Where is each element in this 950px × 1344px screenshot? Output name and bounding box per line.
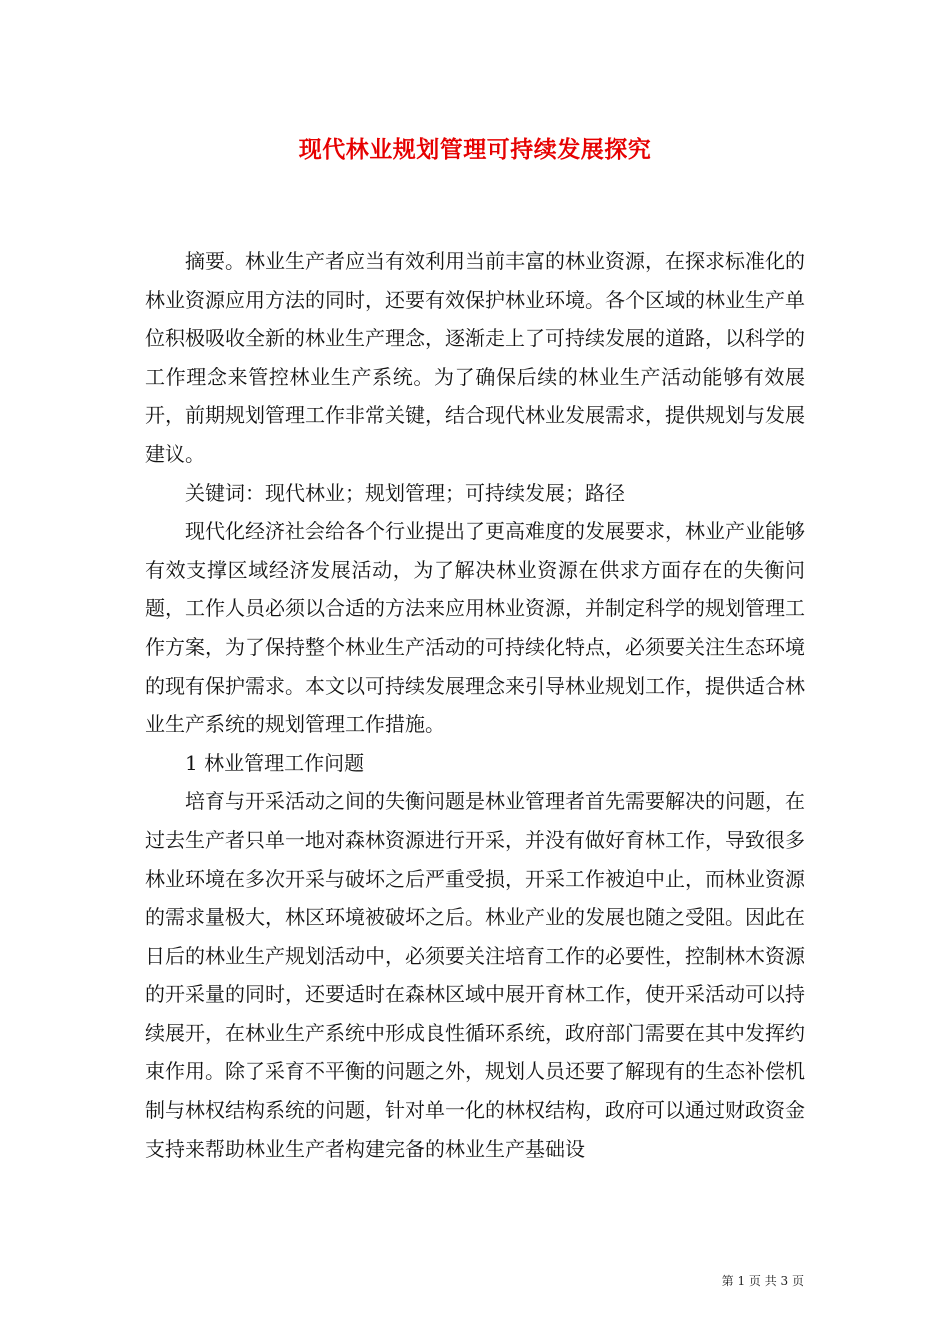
page-number: 第 1 页 共 3 页 <box>721 1274 804 1288</box>
document-title: 现代林业规划管理可持续发展探究 <box>298 136 652 163</box>
keywords-paragraph: 关键词：现代林业；规划管理；可持续发展；路径 <box>185 480 625 505</box>
abstract-paragraph: 摘要。林业生产者应当有效利用当前丰富的林业资源，在探求标准化的林业资源应用方法的同时，还要有效保护林业环境。各个区域的林业生产单位积极吸收全新的林业生产理念，逐渐走上了可持续发展的道路，以科学的工作理念来管控林业生产系统。为了确保后续的林业生产活动能够有效展开，前期规划管理工作非常关键，结合现代林业发展需求，提供规划与发展建议。 <box>145 249 805 466</box>
introduction-paragraph: 现代化经济社会给各个行业提出了更高难度的发展要求，林业产业能够有效支撑区域经济发展活动，为了解决林业资源在供求方面存在的失衡问题，工作人员必须以合适的方法来应用林业资源，并制定科学的规划管理工作方案，为了保持整个林业生产活动的可持续化特点，必须要关注生态环境的现有保护需求。本文以可持续发展理念来引导林业规划工作，提供适合林业生产系统的规划管理工作措施。 <box>145 519 805 737</box>
body-paragraph: 培育与开采活动之间的失衡问题是林业管理者首先需要解决的问题，在过去生产者只单一地对森林资源进行开采，并没有做好育林工作，导致很多林业环境在多次开采与破坏之后严重受损，开采工作被迫中止，而林业资源的需求量极大，林区环境被破坏之后。林业产业的发展也随之受阻。因此在日后的林业生产规划活动中，必须要关注培育工作的必要性，控制林木资源的开采量的同时，还要适时在森林区域中展开育林工作，使开采活动可以持续展开，在林业生产系统中形成良性循环系统，政府部门需要在其中发挥约束作用。除了采育不平衡的问题之外，规划人员还要了解现有的生态补偿机制与林权结构系统的问题，针对单一化的林权结构，政府可以通过财政资金支持来帮助林业生产者构建完备的林业生产基础设 <box>145 789 805 1161</box>
document-body <box>145 242 805 1168</box>
section-heading: 1 林业管理工作问题 <box>185 750 365 775</box>
